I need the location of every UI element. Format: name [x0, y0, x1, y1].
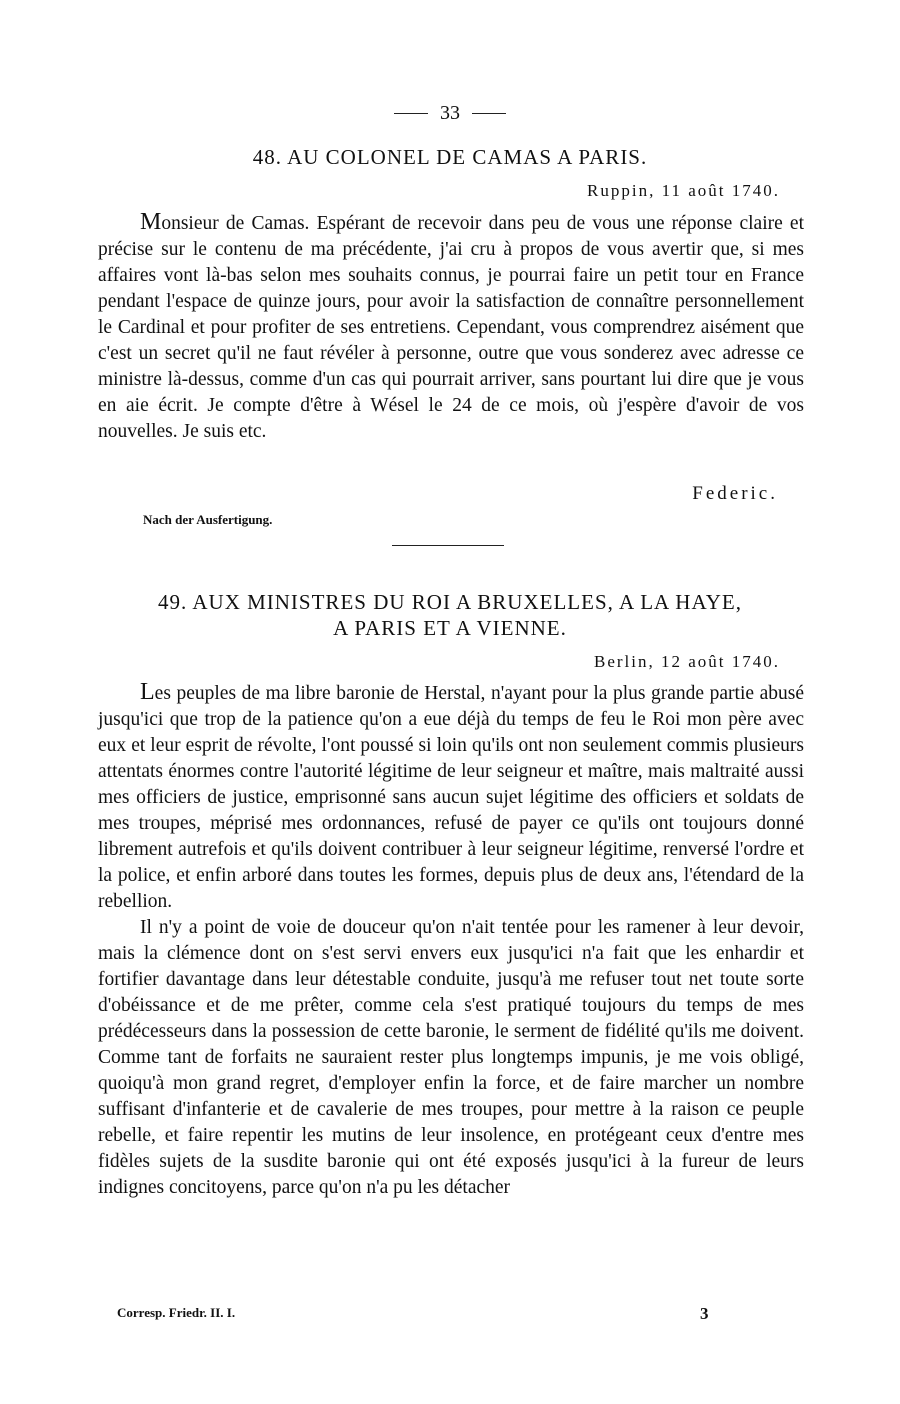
letter-49-paragraph-1-text: es peuples de ma libre baronie de Herstal, n'ayant pour la plus grande partie abusé jusqu'ici que trop de la patience qu'on a eue déjà du temps de feu le Roi mon père avec eux et leur esprit de révolte, l'ont poussé si loin qu'ils ont non seulement commis plusieurs attentats énormes contre l'autorité légitime de leur seigneur et maître, mais maltraité aussi mes officiers de justice, emprisonné sans aucun sujet légitime des officiers et soldats de mes troupes, méprisé mes ordonnances, refusé de payer ce qu'ils ont toujours donné librement autrefois et qu'ils doivent contribuer à leur seigneur légitime, renversé l'ordre et la police, et enfin arboré dans toutes les formes, depuis plus de deux ans, l'étendard de la rebellion.: [98, 683, 804, 912]
letter-49-body: [98, 679, 804, 1201]
letter-49-heading: [96, 589, 804, 641]
header-rule-left: [394, 113, 428, 114]
letter-48-dropcap: M: [140, 209, 162, 235]
letter-48-text: onsieur de Camas. Espérant de recevoir dans peu de vous une réponse claire et précise sur le contenu de ma précédente, j'ai cru à propos de vous avertir que, si mes affaires vont là-bas selon mes souhaits connus, je pourrai faire un petit tour en France pendant l'espace de quinze jours, pour avoir la satisfaction de connaître personnellement le Cardinal et pour profiter de ses entretiens. Cependant, vous comprendrez aisément que c'est un secret qu'il ne faut révéler à personne, outre que vous sonderez avec adresse ce ministre là-dessus, comme d'un cas qui pourrait arriver, sans pourtant lui dire que je vous en aie écrit. Je compte d'être à Wésel le 24 de ce mois, où j'espère d'avoir de vos nouvelles. Je suis etc.: [98, 213, 804, 442]
footer-signature-mark: 3: [700, 1304, 709, 1323]
letter-48-body: [98, 209, 804, 445]
letter-48-dateline: Ruppin, 11 août 1740.: [587, 181, 780, 200]
page-header: [380, 100, 520, 126]
letter-49-dateline: Berlin, 12 août 1740.: [593, 652, 780, 671]
header-rule-right: [472, 113, 506, 114]
letter-49-heading-line1: 49. AUX MINISTRES DU ROI A BRUXELLES, A LA HAYE,: [158, 590, 742, 614]
footer-source-reference: Corresp. Friedr. II. I.: [117, 1305, 236, 1320]
letter-48-source-note: Nach der Ausfertigung.: [143, 512, 273, 527]
letter-49-dropcap: L: [140, 679, 155, 705]
letter-49-paragraph-1: [98, 679, 804, 915]
letter-48-paragraph: [98, 209, 804, 445]
letter-48-signature: Federic.: [692, 483, 778, 504]
letter-48-heading: 48. AU COLONEL DE CAMAS A PARIS.: [252, 145, 648, 169]
letter-49-paragraph-2: Il n'y a point de voie de douceur qu'on n'ait tentée pour les ramener à leur devoir, mais la clémence dont on s'est servi envers eux jusqu'ici n'a fait que les enhardir et fortifier davantage dans leur détestable conduite, jusqu'à me refuser tout net toute sorte d'obéissance et de me prêter, comme cela s'est pratiqué toujours du temps de mes prédécesseurs dans la possession de cette baronie, le serment de fidélité qu'ils me doivent. Comme tant de forfaits ne sauraient rester plus longtemps impunis, je me vois obligé, quoiqu'à mon grand regret, d'employer enfin la force, et de faire marcher un nombre suffisant d'infanterie et de cavalerie de mes troupes, pour mettre à la raison ce peuple rebelle, et faire repentir les mutins de leur insolence, en protégeant ceux d'entre mes fidèles sujets de la susdite baronie qui ont été exposés jusqu'ici à la fureur de leurs indignes concitoyens, parce qu'on n'a pu les détacher: [98, 917, 804, 1198]
letter-49-heading-line2: A PARIS ET A VIENNE.: [333, 616, 567, 640]
page-number: 33: [440, 101, 460, 124]
section-separator: [392, 545, 504, 546]
